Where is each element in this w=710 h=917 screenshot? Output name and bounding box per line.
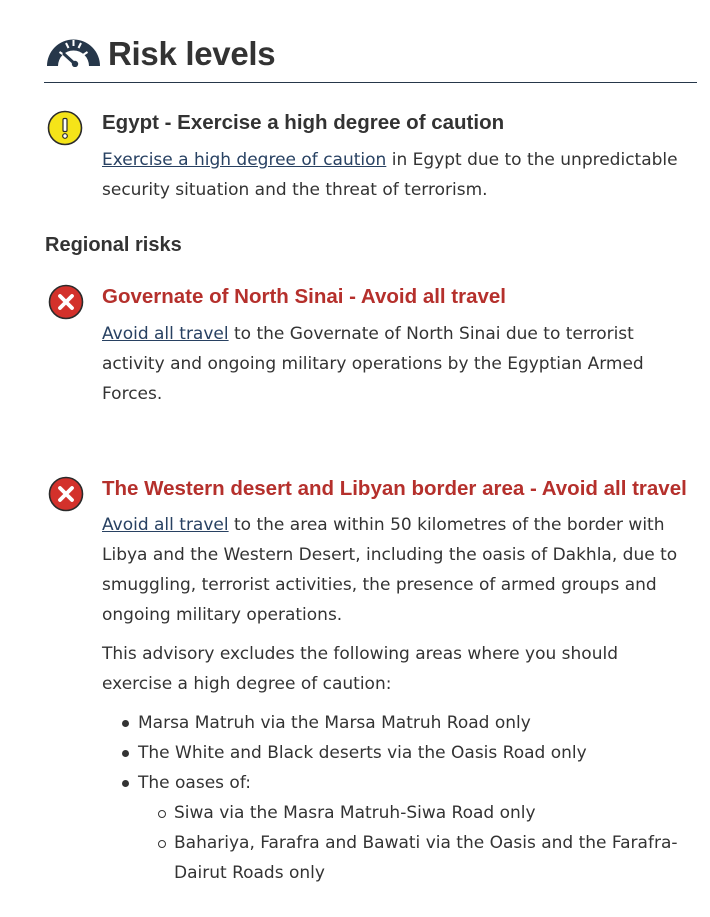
- exercise-caution-link[interactable]: Exercise a high degree of caution: [102, 150, 387, 170]
- gauge-icon: [45, 35, 102, 67]
- circle-bullet-icon: [158, 840, 166, 848]
- north-sinai-title: Governate of North Sinai - Avoid all travel: [102, 285, 507, 308]
- bullet-icon: [122, 780, 129, 787]
- western-desert-text: to the area within 50 kilometres of the border with Libya and the Western Desert, including the oasis of Dakhla, due to smuggling, terrorist activities, the presence of armed groups and ongoing military operations.: [102, 515, 678, 625]
- list-item: Bahariya, Farafra and Bawati via the Oasis and the Farafra-Dairut Roads only: [156, 828, 680, 888]
- regional-risks-heading: Regional risks: [45, 234, 182, 256]
- western-desert-description: [102, 510, 682, 630]
- cross-icon: [48, 284, 84, 320]
- exclusion-note: This advisory excludes the following areas where you should exercise a high degree of caution:: [102, 644, 619, 694]
- page-title: Risk levels: [108, 35, 276, 72]
- cross-icon: [48, 476, 84, 512]
- avoid-all-travel-link[interactable]: Avoid all travel: [102, 515, 229, 535]
- national-risk-title: Egypt - Exercise a high degree of caution: [102, 111, 505, 134]
- list-item: Siwa via the Masra Matruh-Siwa Road only: [156, 798, 680, 828]
- national-risk-text: in Egypt due to the unpredictable security situation and the threat of terrorism.: [102, 150, 678, 200]
- exclamation-icon: [47, 110, 83, 146]
- list-item: The oases of: Siwa via the Masra Matruh-Siwa Road only Bahariya, Farafra and Bawati via the Oasis and the Farafra-Dairut Roads only: [120, 768, 680, 888]
- north-sinai-description: [102, 319, 682, 409]
- list-item: The White and Black deserts via the Oasis Road only: [120, 738, 680, 768]
- bullet-icon: [122, 750, 129, 757]
- national-risk-description: [102, 145, 682, 205]
- oases-sublist: [156, 798, 680, 888]
- circle-bullet-icon: [158, 810, 166, 818]
- north-sinai-text: to the Governate of North Sinai due to terrorist activity and ongoing military operations by the Egyptian Armed Forces.: [102, 324, 644, 404]
- excluded-areas-list: [120, 708, 680, 888]
- avoid-all-travel-link[interactable]: Avoid all travel: [102, 324, 229, 344]
- bullet-icon: [122, 720, 129, 727]
- risk-levels-header: [44, 34, 697, 83]
- list-item: Marsa Matruh via the Marsa Matruh Road only: [120, 708, 680, 738]
- western-desert-title: The Western desert and Libyan border area - Avoid all travel: [102, 477, 687, 500]
